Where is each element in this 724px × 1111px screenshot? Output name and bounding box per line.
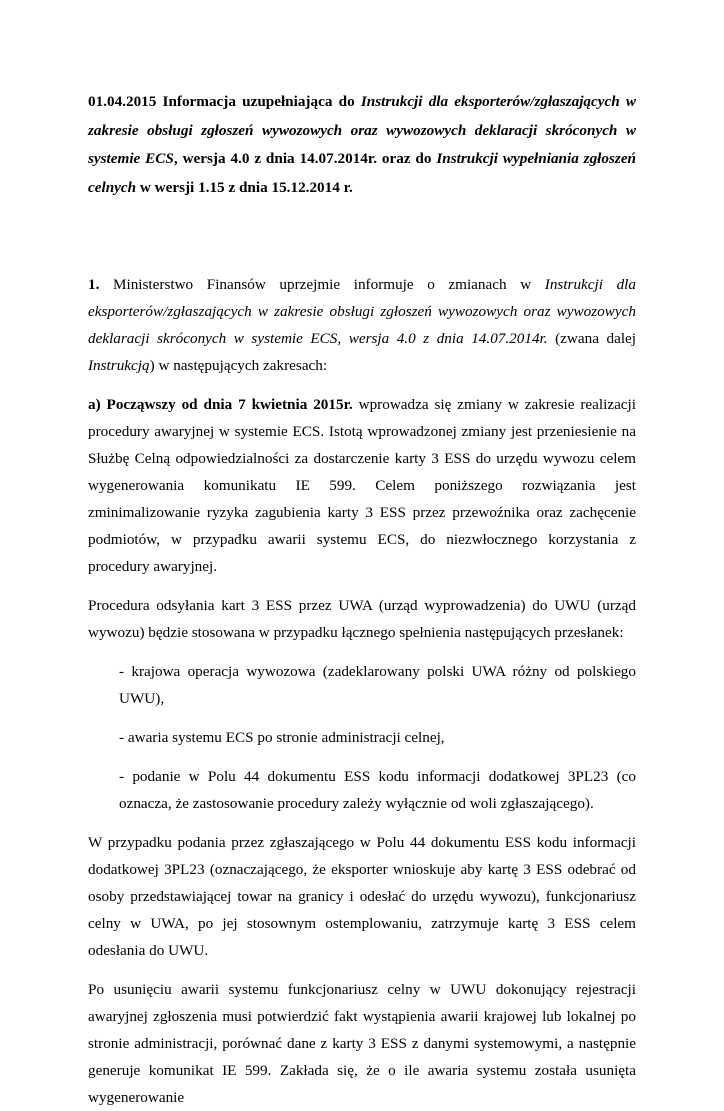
spacer [88,202,636,271]
document-title: 01.04.2015 Informacja uzupełniająca do Instrukcji dla eksporterów/zgłaszających w zakresie obsługi zgłoszeń wywozowych oraz wywozowych deklaracji skróconych w systemie ECS, wersja 4.0 z dnia 14.07.2014r. oraz do Instrukcji wypełniania zgłoszeń celnych w wersji 1.15 z dnia 15.12.2014 r. [88,93,637,196]
condition-item: - krajowa operacja wywozowa (zadeklarowany polski UWA różny od polskiego UWU), [119,663,636,707]
condition-item: - podanie w Polu 44 dokumentu ESS kodu informacji dodatkowej 3PL23 (co oznacza, że zastosowanie procedury zależy wyłącznie od woli zgłaszającego). [119,768,636,812]
condition-item: - awaria systemu ECS po stronie administracji celnej, [119,729,445,746]
procedure-intro-paragraph: Procedura odsyłania kart 3 ESS przez UWA (urząd wyprowadzenia) do UWU (urząd wywozu) będzie stosowana w przypadku łącznego spełnienia następujących przesłanek: [88,597,636,641]
section-number: 1. [88,276,100,293]
section-1-intro: 1. Ministerstwo Finansów uprzejmie informuje o zmianach w Instrukcji dla eksporterów/zgłaszających w zakresie obsługi zgłoszeń wywozowych oraz wywozowych deklaracji skróconych w systemie ECS, wersja 4.0 z dnia 14.07.2014r. (zwana dalej Instrukcją) w następujących zakresach: [88,276,636,374]
point-a-paragraph: a) Począwszy od dnia 7 kwietnia 2015r. wprowadza się zmiany w zakresie realizacji procedury awaryjnej w systemie ECS. Istotą wprowadzonej zmiany jest przeniesienie na Służbę Celną odpowiedzialności za dostarczenie karty 3 ESS do urzędu wywozu celem wygenerowania komunikatu IE 599. Celem poniższego rozwiązania jest zminimalizowanie ryzyka zagubienia karty 3 ESS przez przewoźnika oraz zachęcenie podmiotów, w przypadku awarii systemu ECS, do niezwłocznego korzystania z procedury awaryjnej. [88,396,636,575]
code-3pl23-paragraph: W przypadku podania przez zgłaszającego w Polu 44 dokumentu ESS kodu informacji dodatkowej 3PL23 (oznaczającego, że eksporter wnioskuje aby kartę 3 ESS odebrać od osoby przedstawiającej towar na granicy i odesłać do urzędu wywozu), funkcjonariusz celny w UWA, po jej stosownym ostemplowaniu, zatrzymuje kartę 3 ESS celem odesłania do UWU. [88,834,636,959]
after-failure-paragraph: Po usunięciu awarii systemu funkcjonariusz celny w UWU dokonujący rejestracji awaryjnej zgłoszenia musi potwierdzić fakt wystąpienia awarii krajowej lub lokalnej po stronie administracji, porównać dane z karty 3 ESS z danymi systemowymi, a następnie generuje komunikat IE 599. Zakłada się, że o ile awaria systemu została usunięta wygenerowanie [88,981,636,1106]
